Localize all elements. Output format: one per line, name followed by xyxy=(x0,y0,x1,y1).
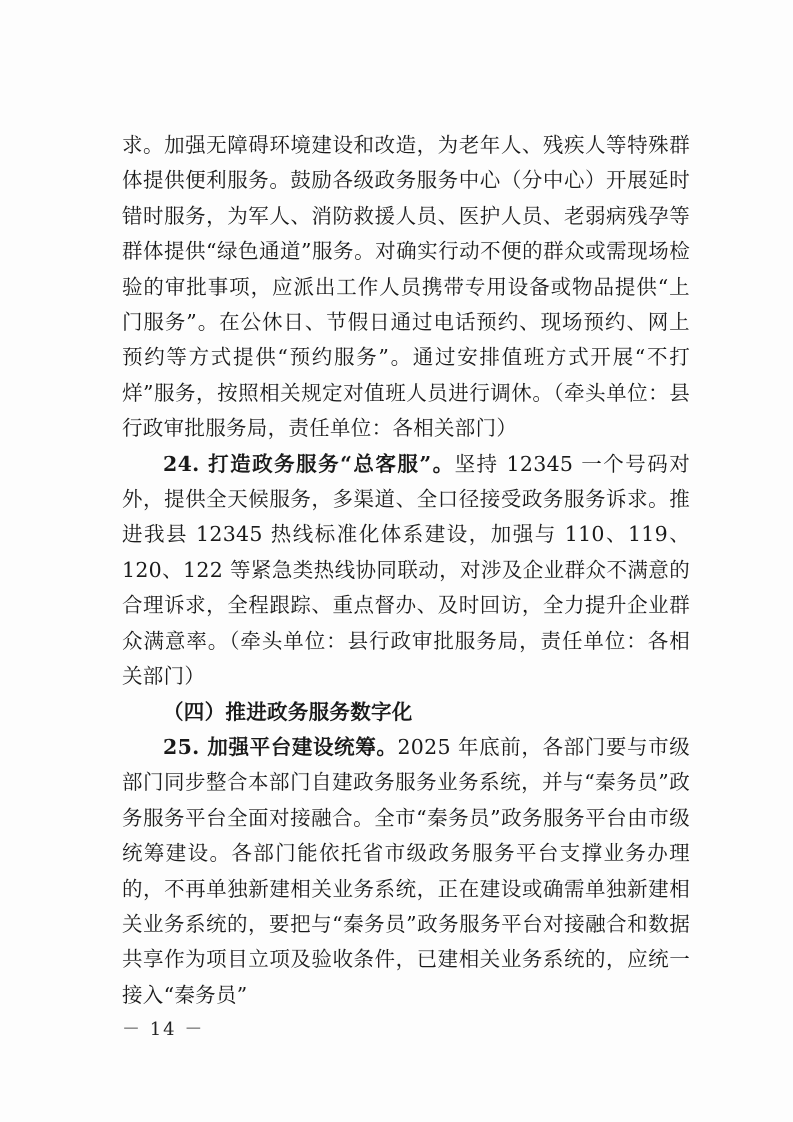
item-25-title: 25. 加强平台建设统筹。 xyxy=(163,734,398,759)
paragraph-item-24 xyxy=(122,447,690,695)
item-25-body: 2025 年底前，各部门要与市级部门同步整合本部门自建政务服务业务系统，并与“秦务员”政务服务平台全面对接融合。全市“秦务员”政务服务平台由市级统筹建设。各部门能依托省市级政务服务平台支撑业务办理的，不再单独新建相关业务系统，正在建设或确需单独新建相关业务系统的，要把与“秦务员”政务服务平台对接融合和数据共享作为项目立项及验收条件，已建相关业务系统的，应统一接入“秦务员” xyxy=(122,734,690,1007)
paragraph-accessibility-services: 求。加强无障碍环境建设和改造，为老年人、残疾人等特殊群体提供便利服务。鼓励各级政务服务中心（分中心）开展延时错时服务，为军人、消防救援人员、医护人员、老弱病残孕等群体提供“绿色通道”服务。对确实行动不便的群众或需现场检验的审批事项，应派出工作人员携带专用设备或物品提供“上门服务”。在公休日、节假日通过电话预约、现场预约、网上预约等方式提供“预约服务”。通过安排值班方式开展“不打烊”服务，按照相关规定对值班人员进行调休。（牵头单位：县行政审批服务局，责任单位：各相关部门） xyxy=(122,133,690,441)
paragraph-item-25 xyxy=(122,730,690,1013)
page-number: － 14 － xyxy=(122,1019,205,1040)
item-24-title: 24. 打造政务服务“总客服”。 xyxy=(163,451,455,476)
section-heading-4: （四）推进政务服务数字化 xyxy=(163,699,413,724)
item-24-body: 坚持 12345 一个号码对外，提供全天候服务，多渠道、全口径接受政务服务诉求。推进我县 12345 热线标准化体系建设，加强与 110、119、120、122 等紧急类热线协同联动，对涉及企业群众不满意的合理诉求，全程跟踪、重点督办、及时回访，全力提升企业群众满意率。（牵头单位：县行政审批服务局，责任单位：各相关部门） xyxy=(122,451,690,689)
document-body xyxy=(122,128,690,1013)
